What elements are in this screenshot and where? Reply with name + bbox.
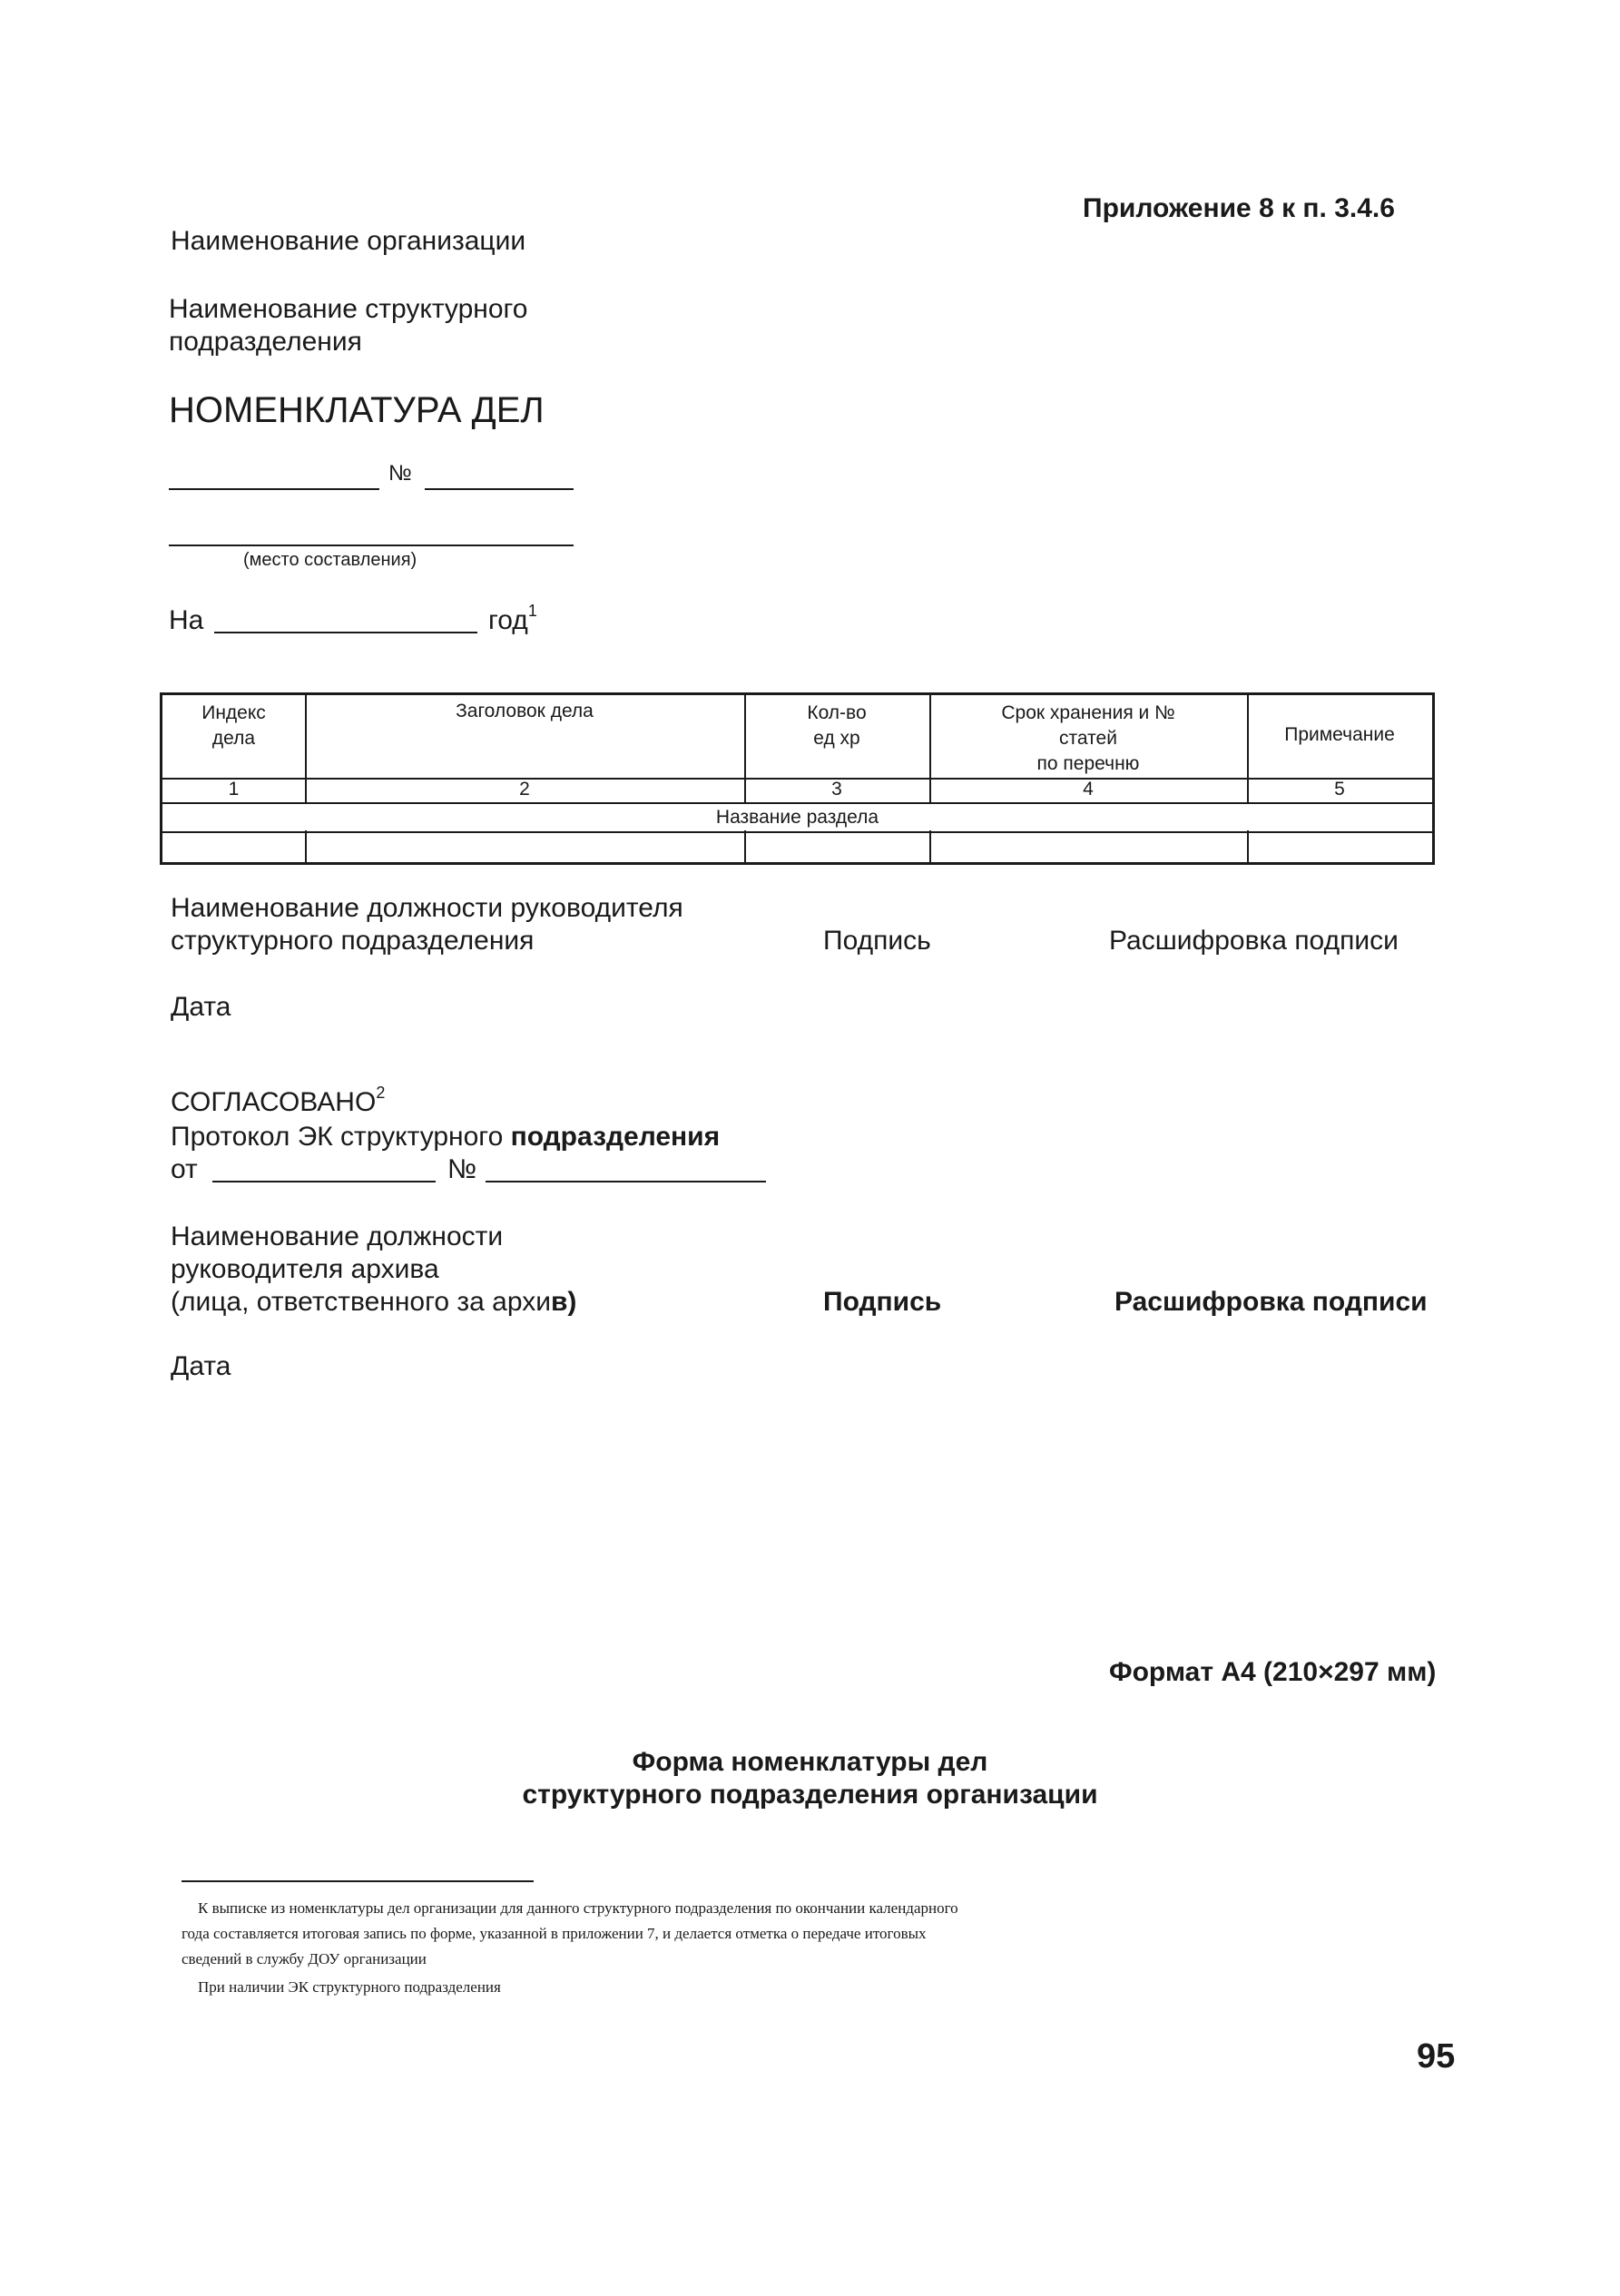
footnote-separator [182,1880,534,1882]
header-storage-line3: по перечню [1036,753,1140,774]
header-note: Примечание [1284,724,1395,745]
page-number: 95 [1417,2037,1456,2075]
archive-signature-decode-label: Расшифровка подписи [1114,1287,1428,1317]
year-underline [214,632,477,633]
col-number-3: 3 [831,779,842,800]
section-row: Название раздела [162,804,1432,830]
format-label: Формат А4 (210×297 мм) [1109,1657,1437,1687]
col-number-5: 5 [1334,779,1345,800]
signature-decode-label: Расшифровка подписи [1109,926,1399,956]
header-index [162,701,305,751]
agreed-label [171,1084,386,1118]
number-underline [425,488,574,490]
protocol-number-underline [486,1181,766,1182]
header-storage [929,701,1247,777]
header-qty-line2: ед хр [813,728,860,749]
header-qty [744,701,929,751]
footnote-ref-2: 2 [376,1084,386,1102]
archive-line3-text: (лица, ответственного за архи [171,1287,551,1317]
footnote-1-line1: К выписке из номенклатуры дел организации для данного структурного подразделения по окончании календарного [198,1899,958,1917]
row-divider [162,831,1432,833]
doc-title: НОМЕНКЛАТУРА ДЕЛ [169,390,545,430]
head-position-line2: структурного подразделения [171,926,535,956]
footnote-2: При наличии ЭК структурного подразделения [198,1978,501,1996]
header-title: Заголовок дела [456,701,594,721]
protocol-date-underline [212,1181,436,1182]
archive-line3-bold: в) [550,1287,577,1317]
org-name: Наименование организации [171,226,526,256]
form-caption-line1: Форма номенклатуры дел [632,1747,988,1777]
unit-name-line1: Наименование структурного [169,294,528,324]
protocol-text: Протокол ЭК структурного [171,1122,511,1152]
signature-label: Подпись [823,926,931,956]
year-suffix [488,602,537,636]
nomenclature-table [160,692,1435,865]
footnote-1-line2: года составляется итоговая запись по форме, указанной в приложении 7, и делается отметка о передаче итоговых [182,1925,927,1942]
col-number-4: 4 [1083,779,1094,800]
archive-position-line3 [171,1287,576,1318]
year-prefix: На [169,605,204,635]
place-underline [169,545,574,546]
archive-position-line2: руководителя архива [171,1254,439,1284]
agreed-text: СОГЛАСОВАНО [171,1087,377,1117]
form-caption-line2: структурного подразделения организации [522,1780,1098,1810]
archive-position-line1: Наименование должности [171,1222,504,1251]
protocol-text-bold: подразделения [510,1122,721,1152]
head-position-line1: Наименование должности руководителя [171,893,683,923]
footnote-ref-1: 1 [527,602,537,620]
archive-signature-label: Подпись [823,1287,942,1317]
header-storage-line1: Срок хранения и № [1001,702,1175,723]
header-index-line2: дела [211,728,256,749]
date-label: Дата [171,992,231,1022]
header-index-line1: Индекс [201,702,266,723]
header-storage-line2: статей [1059,728,1117,749]
protocol-number-sign: № [447,1154,477,1184]
number-sign: № [388,461,412,486]
protocol-line [171,1122,720,1153]
place-caption: (место составления) [243,550,417,570]
col-number-1: 1 [228,779,240,800]
header-qty-line1: Кол-во [807,702,867,723]
col-number-2: 2 [519,779,530,800]
unit-name-line2: подразделения [169,327,362,357]
archive-date-label: Дата [171,1351,231,1381]
appendix-label: Приложение 8 к п. 3.4.6 [1083,193,1395,223]
date-underline [169,488,379,490]
year-suffix-text: год [488,605,528,635]
footnote-1-line3: сведений в службу ДОУ организации [182,1950,427,1967]
from-label: от [171,1154,198,1184]
